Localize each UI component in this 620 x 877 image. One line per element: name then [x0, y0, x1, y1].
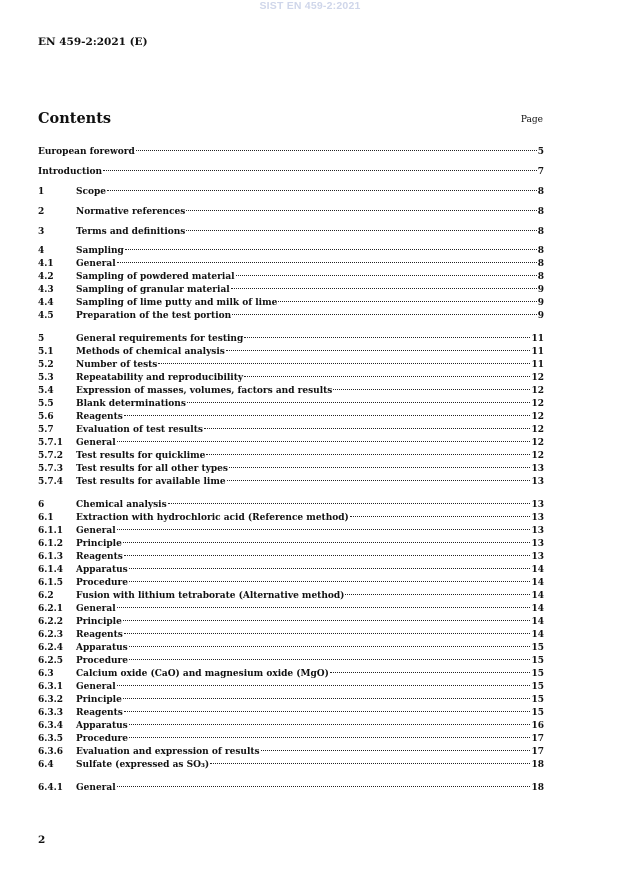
toc-entry-number: 6.3 [38, 669, 54, 679]
toc-entry-page: 14 [531, 604, 544, 614]
dot-leader [124, 555, 531, 556]
toc-entry[interactable] [38, 186, 544, 198]
toc-entry-number: 5.3 [38, 373, 54, 383]
toc-entry-page: 8 [537, 187, 544, 197]
toc-entry-title[interactable]: Chemical analysis [76, 500, 167, 510]
toc-entry-title[interactable]: Expression of masses, volumes, factors and results [76, 386, 333, 396]
toc-entry[interactable] [38, 720, 544, 732]
toc-entry-page: 12 [531, 451, 544, 461]
dot-leader [129, 737, 530, 738]
toc-entry-page: 12 [531, 399, 544, 409]
toc-entry-number: 5.7.3 [38, 464, 64, 474]
toc-entry[interactable] [38, 346, 544, 358]
toc-entry[interactable] [38, 463, 544, 475]
toc-entry[interactable] [38, 642, 544, 654]
toc-entry-title[interactable]: Introduction [38, 167, 103, 177]
toc-entry-title[interactable]: Evaluation and expression of results [76, 747, 260, 757]
toc-entry-page: 13 [531, 464, 544, 474]
toc-entry[interactable] [38, 759, 544, 771]
toc-entry-title[interactable]: Scope [76, 187, 107, 197]
toc-entry-title[interactable]: Evaluation of test results [76, 425, 203, 435]
toc-entry[interactable] [38, 476, 544, 488]
toc-entry-title[interactable]: Sampling [76, 246, 124, 256]
toc-entry-title[interactable]: General [76, 259, 116, 269]
toc-entry-page: 11 [531, 347, 544, 357]
toc-entry[interactable] [38, 271, 544, 283]
dot-leader [117, 786, 531, 787]
dot-leader [229, 467, 531, 468]
toc-entry-number: 4.3 [38, 285, 54, 295]
toc-entry-number: 6.2.1 [38, 604, 64, 614]
dot-leader [226, 350, 531, 351]
dot-leader [244, 337, 530, 338]
toc-entry-number: 6.4 [38, 760, 54, 770]
toc-entry-page: 8 [537, 246, 544, 256]
toc-entry-number: 3 [38, 227, 45, 237]
toc-entry[interactable] [38, 707, 544, 719]
page-column-heading: Page [520, 115, 543, 125]
toc-entry-number: 6.1.2 [38, 539, 64, 549]
toc-entry-title[interactable]: Repeatability and reproducibility [76, 373, 244, 383]
toc-entry[interactable] [38, 166, 544, 178]
toc-entry[interactable] [38, 146, 544, 158]
toc-entry-number: 4 [38, 246, 45, 256]
toc-entry-title[interactable]: Blank determinations [76, 399, 186, 409]
dot-leader [136, 150, 537, 151]
toc-entry[interactable] [38, 694, 544, 706]
toc-entry-title[interactable]: Principle [76, 617, 122, 627]
toc-entry-page: 8 [537, 259, 544, 269]
toc-entry-page: 9 [537, 311, 544, 321]
toc-entry-title[interactable]: European foreword [38, 147, 135, 157]
toc-entry[interactable] [38, 499, 544, 511]
toc-entry[interactable] [38, 551, 544, 563]
toc-entry[interactable] [38, 603, 544, 615]
dot-leader [204, 428, 531, 429]
toc-entry-number: 6 [38, 500, 45, 510]
toc-entry-title[interactable]: Sampling of lime putty and milk of lime [76, 298, 278, 308]
toc-entry-number: 5.6 [38, 412, 54, 422]
toc-entry[interactable] [38, 782, 544, 794]
toc-entry[interactable] [38, 681, 544, 693]
toc-entry-page: 8 [537, 227, 544, 237]
toc-entry-title[interactable]: Sampling of granular material [76, 285, 230, 295]
toc-entry[interactable] [38, 577, 544, 589]
toc-entry-page: 13 [531, 526, 544, 536]
dot-leader [129, 659, 530, 660]
toc-entry-title[interactable]: Reagents [76, 552, 123, 562]
dot-leader [186, 230, 536, 231]
toc-entry[interactable] [38, 284, 544, 296]
toc-entry-page: 12 [531, 386, 544, 396]
toc-entry-title[interactable]: General [76, 604, 116, 614]
toc-entry[interactable] [38, 333, 544, 345]
toc-entry-page: 5 [537, 147, 544, 157]
toc-entry-page: 14 [531, 617, 544, 627]
toc-entry-number: 4.5 [38, 311, 54, 321]
toc-entry[interactable] [38, 746, 544, 758]
toc-entry-title[interactable]: Extraction with hydrochloric acid (Reference method) [76, 513, 349, 523]
toc-entry-number: 5.7 [38, 425, 54, 435]
toc-entry[interactable] [38, 668, 544, 680]
toc-entry-page: 11 [531, 334, 544, 344]
dot-leader [117, 685, 531, 686]
toc-entry-number: 6.3.5 [38, 734, 64, 744]
toc-entry-title[interactable]: Normative references [76, 207, 186, 217]
dot-leader [210, 763, 530, 764]
dot-leader [261, 750, 531, 751]
dot-leader [158, 363, 530, 364]
dot-leader [103, 170, 537, 171]
dot-leader [232, 314, 537, 315]
toc-entry-number: 6.2.3 [38, 630, 64, 640]
toc-entry-page: 14 [531, 578, 544, 588]
dot-leader [330, 672, 531, 673]
toc-entry-number: 5.7.2 [38, 451, 64, 461]
toc-entry-page: 13 [531, 500, 544, 510]
toc-entry-title[interactable]: Apparatus [76, 721, 128, 731]
dot-leader [123, 542, 531, 543]
dot-leader [123, 698, 531, 699]
toc-entry[interactable] [38, 733, 544, 745]
toc-entry[interactable] [38, 310, 544, 322]
dot-leader [117, 607, 531, 608]
dot-leader [124, 415, 531, 416]
dot-leader [124, 633, 531, 634]
toc-entry-number: 6.4.1 [38, 783, 64, 793]
toc-entry-number: 1 [38, 187, 45, 197]
toc-entry-title[interactable]: Reagents [76, 630, 123, 640]
toc-entry-title[interactable]: Procedure [76, 656, 129, 666]
toc-entry[interactable] [38, 385, 544, 397]
toc-entry-page: 11 [531, 360, 544, 370]
toc-entry-number: 6.1 [38, 513, 54, 523]
toc-entry-page: 13 [531, 477, 544, 487]
toc-entry-title[interactable]: Fusion with lithium tetraborate (Alternative method) [76, 591, 345, 601]
toc-entry[interactable] [38, 359, 544, 371]
toc-entry-title[interactable]: Calcium oxide (CaO) and magnesium oxide (MgO) [76, 669, 329, 679]
dot-leader [125, 249, 537, 250]
dot-leader [187, 402, 531, 403]
toc-entry[interactable] [38, 226, 544, 238]
toc-entry-number: 6.3.6 [38, 747, 64, 757]
dot-leader [117, 262, 537, 263]
toc-entry[interactable] [38, 512, 544, 524]
toc-entry-page: 13 [531, 552, 544, 562]
toc-entry-page: 14 [531, 591, 544, 601]
toc-entry[interactable] [38, 629, 544, 641]
toc-entry-number: 6.2.5 [38, 656, 64, 666]
dot-leader [345, 594, 530, 595]
toc-entry[interactable] [38, 538, 544, 550]
toc-entry-title[interactable]: Methods of chemical analysis [76, 347, 225, 357]
toc-entry-page: 8 [537, 207, 544, 217]
toc-entry-page: 9 [537, 285, 544, 295]
toc-entry-page: 15 [531, 669, 544, 679]
toc-entry-title[interactable]: Test results for available lime [76, 477, 226, 487]
dot-leader [168, 503, 531, 504]
toc-entry[interactable] [38, 206, 544, 218]
toc-entry[interactable] [38, 411, 544, 423]
dot-leader [231, 288, 537, 289]
toc-entry-page: 14 [531, 630, 544, 640]
toc-entry-page: 16 [531, 721, 544, 731]
toc-entry-title[interactable]: Sampling of powdered material [76, 272, 235, 282]
dot-leader [206, 454, 530, 455]
toc-entry-number: 5.4 [38, 386, 54, 396]
toc-entry-page: 13 [531, 539, 544, 549]
toc-entry-number: 6.1.5 [38, 578, 64, 588]
toc-entry-page: 17 [531, 747, 544, 757]
toc-entry-number: 2 [38, 207, 45, 217]
toc-entry-number: 6.2.4 [38, 643, 64, 653]
document-id: EN 459-2:2021 (E) [38, 36, 148, 48]
toc-entry-title[interactable]: General [76, 682, 116, 692]
dot-leader [129, 724, 531, 725]
dot-leader [278, 301, 536, 302]
toc-entry-number: 6.3.4 [38, 721, 64, 731]
dot-leader [107, 190, 537, 191]
toc-entry-page: 12 [531, 412, 544, 422]
toc-entry-page: 15 [531, 682, 544, 692]
toc-entry-page: 15 [531, 708, 544, 718]
toc-entry-title[interactable]: Apparatus [76, 565, 128, 575]
toc-entry-title[interactable]: Principle [76, 539, 122, 549]
toc-entry-number: 6.1.1 [38, 526, 64, 536]
toc-entry-title[interactable]: Test results for all other types [76, 464, 228, 474]
toc-entry-number: 4.1 [38, 259, 54, 269]
dot-leader [129, 646, 531, 647]
toc-entry-title[interactable]: Reagents [76, 412, 123, 422]
toc-entry-number: 4.4 [38, 298, 54, 308]
contents-title: Contents [38, 110, 112, 127]
toc-entry-page: 8 [537, 272, 544, 282]
toc-entry-page: 18 [531, 783, 544, 793]
dot-leader [129, 581, 530, 582]
toc-entry-number: 6.3.3 [38, 708, 64, 718]
toc-entry-number: 5.5 [38, 399, 54, 409]
toc-entry[interactable] [38, 525, 544, 537]
dot-leader [244, 376, 530, 377]
toc-entry-title[interactable]: Procedure [76, 578, 129, 588]
toc-entry[interactable] [38, 398, 544, 410]
toc-entry-page: 12 [531, 438, 544, 448]
toc-entry[interactable] [38, 245, 544, 257]
dot-leader [123, 620, 531, 621]
toc-entry-title[interactable]: Test results for quicklime [76, 451, 206, 461]
toc-entry-number: 6.3.2 [38, 695, 64, 705]
dot-leader [333, 389, 530, 390]
toc-entry-number: 5.7.1 [38, 438, 64, 448]
toc-entry[interactable] [38, 258, 544, 270]
dot-leader [124, 711, 531, 712]
toc-entry-title[interactable]: General requirements for testing [76, 334, 244, 344]
toc-entry-number: 4.2 [38, 272, 54, 282]
dot-leader [350, 516, 531, 517]
toc-entry-number: 5.7.4 [38, 477, 64, 487]
toc-entry-title[interactable]: General [76, 783, 116, 793]
toc-entry-title[interactable]: Principle [76, 695, 122, 705]
toc-entry-page: 14 [531, 565, 544, 575]
toc-entry-number: 6.1.4 [38, 565, 64, 575]
toc-entry-page: 7 [537, 167, 544, 177]
toc-entry-page: 12 [531, 373, 544, 383]
toc-entry-page: 12 [531, 425, 544, 435]
toc-entry-page: 15 [531, 643, 544, 653]
toc-entry-page: 13 [531, 513, 544, 523]
toc-entry[interactable] [38, 372, 544, 384]
toc-entry-number: 6.1.3 [38, 552, 64, 562]
toc-entry[interactable] [38, 297, 544, 309]
dot-leader [117, 441, 531, 442]
toc-entry-number: 5.1 [38, 347, 54, 357]
toc-entry-title[interactable]: Apparatus [76, 643, 128, 653]
toc-entry-number: 6.3.1 [38, 682, 64, 692]
toc-entry-title[interactable]: Sulfate (expressed as SO₃) [76, 760, 210, 770]
toc-entry-title[interactable]: General [76, 526, 116, 536]
toc-entry-page: 9 [537, 298, 544, 308]
toc-entry-number: 5 [38, 334, 45, 344]
toc-entry-title[interactable]: Preparation of the test portion [76, 311, 232, 321]
dot-leader [186, 210, 536, 211]
toc-entry-number: 5.2 [38, 360, 54, 370]
dot-leader [227, 480, 531, 481]
toc-entry-number: 6.2.2 [38, 617, 64, 627]
toc-entry[interactable] [38, 437, 544, 449]
toc-entry-number: 6.2 [38, 591, 54, 601]
toc-entry[interactable] [38, 590, 544, 602]
watermark: SIST EN 459-2:2021 [259, 0, 361, 12]
toc-entry-title[interactable]: Reagents [76, 708, 123, 718]
toc-entry[interactable] [38, 564, 544, 576]
toc-entry-page: 18 [531, 760, 544, 770]
toc-entry[interactable] [38, 450, 544, 462]
page-number: 2 [38, 834, 46, 846]
dot-leader [117, 529, 531, 530]
toc-entry-title[interactable]: Number of tests [76, 360, 158, 370]
toc-entry-page: 17 [531, 734, 544, 744]
toc-entry-title[interactable]: General [76, 438, 116, 448]
toc-entry-page: 15 [531, 656, 544, 666]
toc-entry-page: 15 [531, 695, 544, 705]
toc-entry[interactable] [38, 424, 544, 436]
dot-leader [129, 568, 531, 569]
toc-entry-title[interactable]: Terms and definitions [76, 227, 186, 237]
dot-leader [236, 275, 537, 276]
toc-entry-title[interactable]: Procedure [76, 734, 129, 744]
toc-entry[interactable] [38, 616, 544, 628]
toc-entry[interactable] [38, 655, 544, 667]
